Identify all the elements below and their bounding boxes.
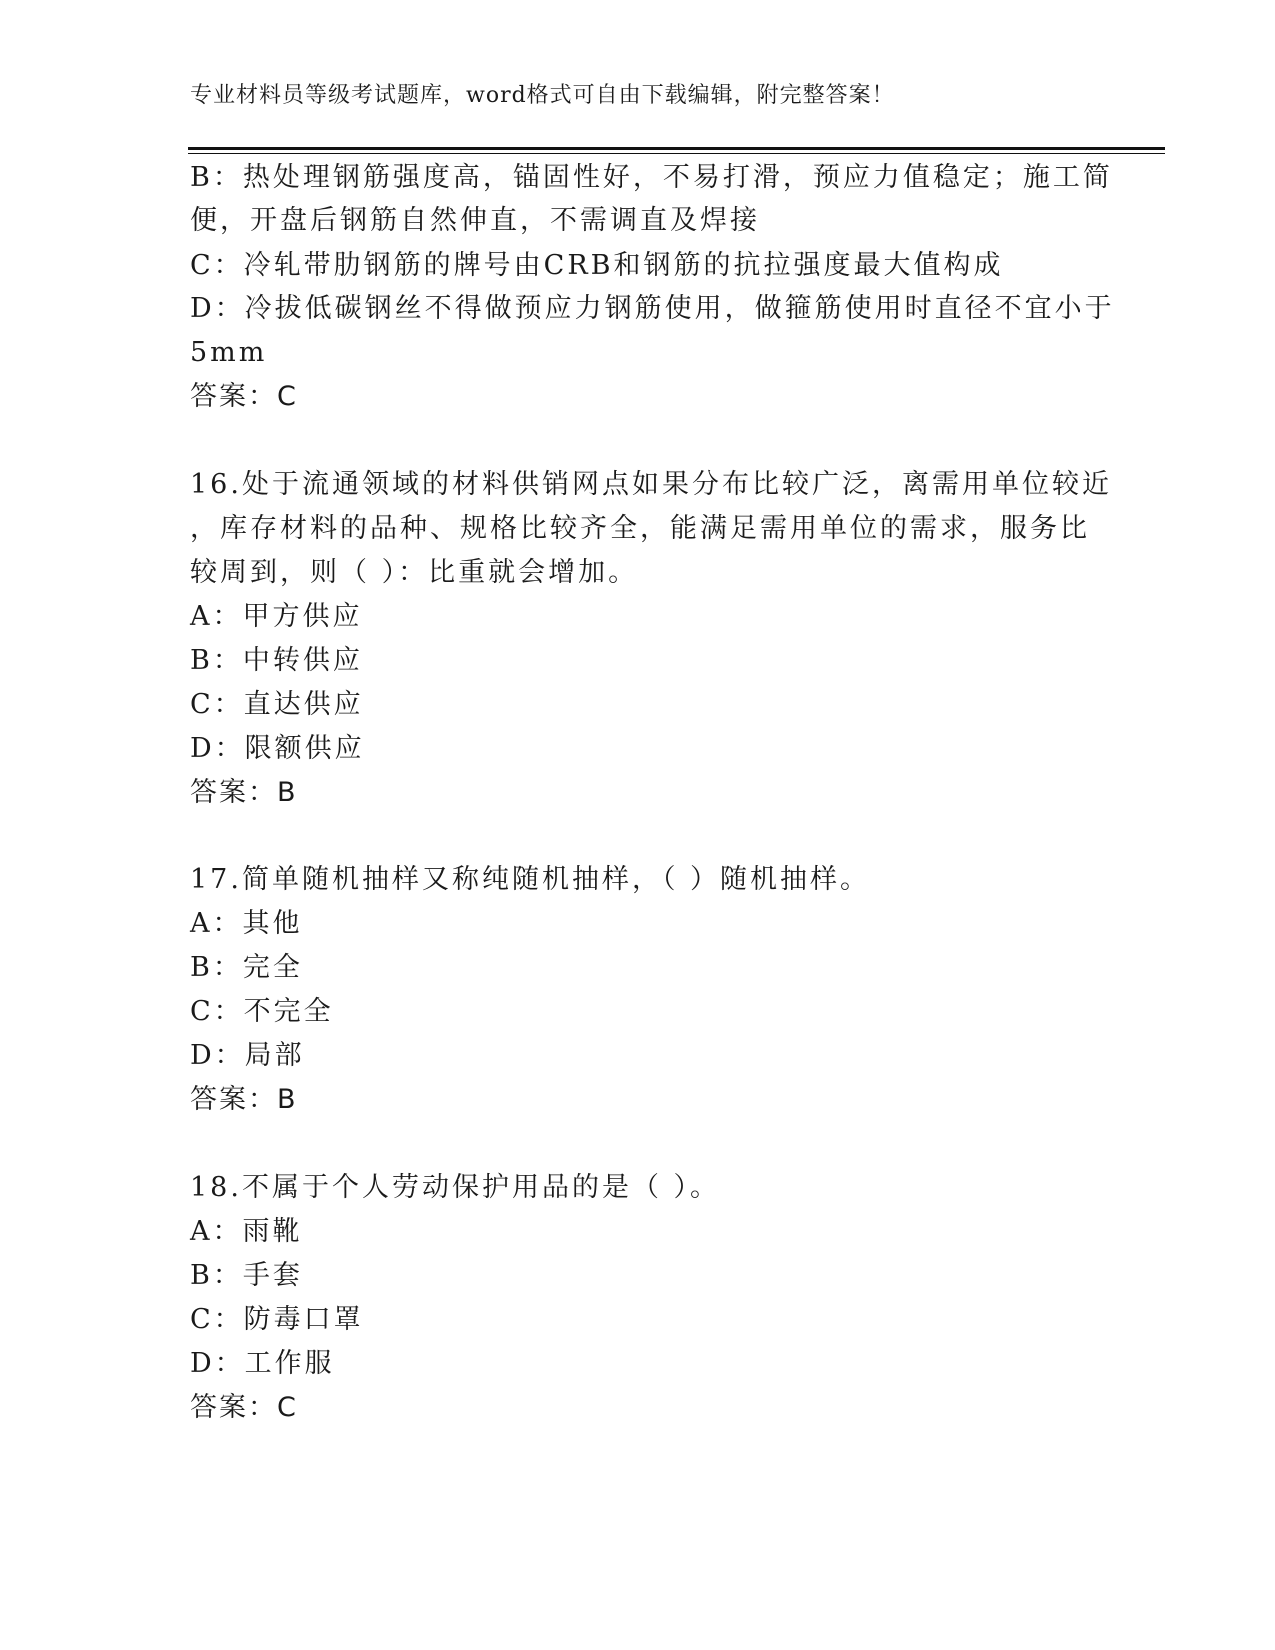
option-d-line1: D：冷拔低碳钢丝不得做预应力钢筋使用，做箍筋使用时直径不宜小于 [190,293,1115,324]
question-18-option-a: A：雨靴 [190,1216,303,1247]
question-16-answer: 答案：B [190,777,298,808]
option-b-line1: B：热处理钢筋强度高，锚固性好，不易打滑，预应力值稳定；施工简 [190,162,1113,193]
question-16-stem-line2: ，库存材料的品种、规格比较齐全，能满足需用单位的需求，服务比 [190,513,1090,544]
question-17-answer: 答案：B [190,1084,298,1115]
page-header: 专业材料员等级考试题库，word格式可自由下载编辑，附完整答案！ [190,83,895,108]
question-16-option-b: B：中转供应 [190,645,363,676]
question-18-option-c: C：防毒口罩 [190,1304,364,1335]
question-18-option-d: D：工作服 [190,1348,335,1379]
option-b-line2: 便，开盘后钢筋自然伸直，不需调直及焊接 [190,205,760,236]
question-17-option-c: C：不完全 [190,996,334,1027]
option-d-line2: 5mm [190,337,268,368]
question-16-option-d: D：限额供应 [190,733,365,764]
option-c: C：冷轧带肋钢筋的牌号由CRB和钢筋的抗拉强度最大值构成 [190,250,1004,281]
question-16-stem-line1: 16.处于流通领域的材料供销网点如果分布比较广泛，离需用单位较近 [190,469,1112,500]
question-18-option-b: B：手套 [190,1260,303,1291]
question-17-option-d: D：局部 [190,1040,305,1071]
header-rule-thin [188,153,1165,154]
question-16-option-a: A：甲方供应 [190,601,363,632]
header-rule-thick [188,147,1165,150]
answer-line: 答案：C [190,381,298,412]
question-17-stem: 17.简单随机抽样又称纯随机抽样，（ ）随机抽样。 [190,864,871,895]
question-16-stem-line3: 较周到，则（ ）：比重就会增加。 [190,557,639,588]
question-16-option-c: C：直达供应 [190,689,364,720]
question-17-option-b: B：完全 [190,952,303,983]
question-18-stem: 18.不属于个人劳动保护用品的是（ ）。 [190,1172,721,1203]
question-17-option-a: A：其他 [190,908,303,939]
question-18-answer: 答案：C [190,1392,298,1423]
